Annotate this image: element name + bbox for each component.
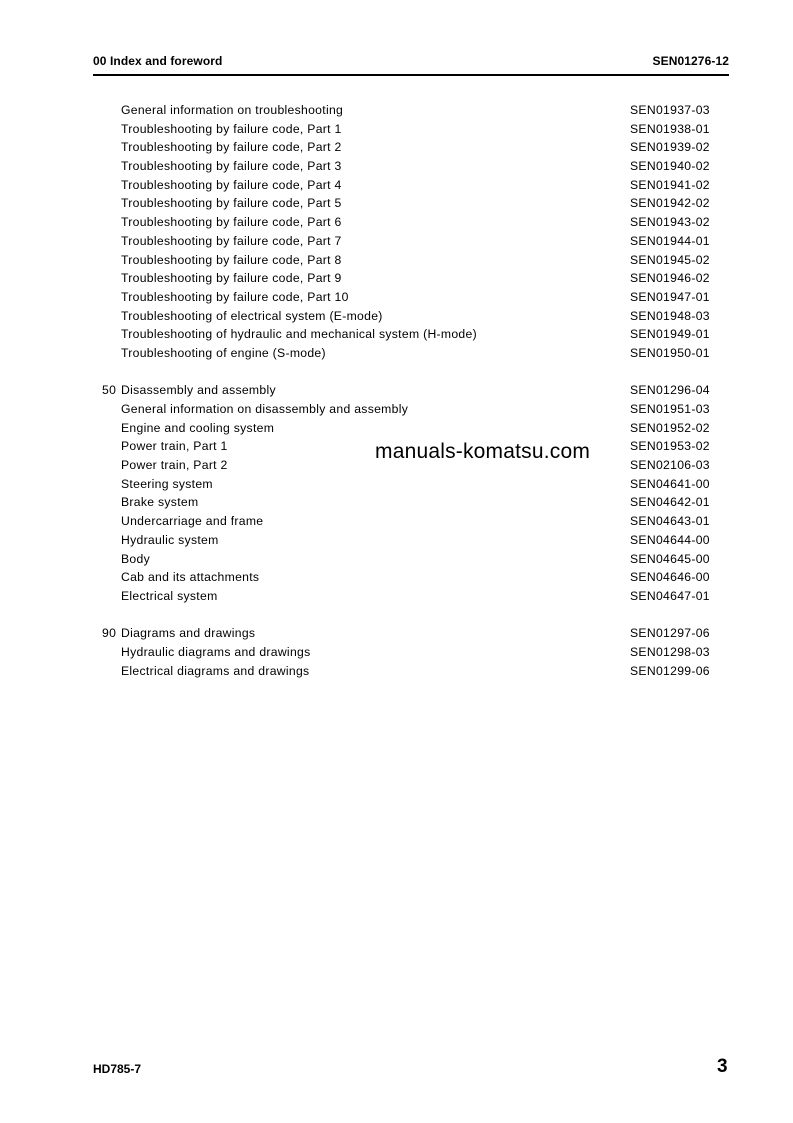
toc-doc-code: SEN01953-02 xyxy=(630,439,710,454)
toc-row xyxy=(93,138,714,157)
toc-section xyxy=(93,381,714,605)
toc-section xyxy=(93,624,714,680)
toc-entry-title: General information on troubleshooting xyxy=(121,103,344,117)
toc-entry-title: Hydraulic diagrams and drawings xyxy=(121,644,311,659)
toc-row xyxy=(93,643,714,662)
toc-doc-code: SEN01949-01 xyxy=(630,327,710,342)
toc-row xyxy=(93,307,714,326)
toc-doc-code: SEN01948-03 xyxy=(630,308,710,323)
toc-entry-title: Diagrams and drawings xyxy=(121,626,256,641)
toc-row xyxy=(93,288,714,307)
toc-entry-title: Troubleshooting by failure code, Part 5 xyxy=(121,196,342,211)
toc-doc-code: SEN01939-02 xyxy=(630,140,710,155)
toc-entry-title: Electrical system xyxy=(121,588,218,603)
toc-doc-code: SEN04643-01 xyxy=(630,514,710,529)
toc-doc-code: SEN04642-01 xyxy=(630,495,710,510)
toc-doc-code: SEN01952-02 xyxy=(630,420,710,435)
toc-entry-title: Troubleshooting by failure code, Part 1 xyxy=(121,121,342,136)
toc-entry-title: Engine and cooling system xyxy=(121,420,275,435)
toc-row xyxy=(93,587,714,606)
toc-row xyxy=(93,531,714,550)
toc-row xyxy=(93,251,714,270)
toc-section-number: 90 xyxy=(102,626,117,641)
toc-row xyxy=(93,419,714,438)
toc-entry-title: Troubleshooting by failure code, Part 9 xyxy=(121,271,342,286)
toc-row xyxy=(93,120,714,139)
toc-doc-code: SEN01940-02 xyxy=(630,159,710,174)
toc-entry-title: Brake system xyxy=(121,495,199,510)
toc-row xyxy=(93,194,714,213)
toc-entry-title: Hydraulic system xyxy=(121,532,219,547)
toc-entry-title: Troubleshooting of hydraulic and mechanical system (H-mode) xyxy=(121,327,477,342)
toc-entry-title: Troubleshooting by failure code, Part 2 xyxy=(121,140,342,155)
toc-doc-code: SEN01299-06 xyxy=(630,663,710,678)
toc-doc-code: SEN01297-06 xyxy=(630,626,710,641)
toc-entry-title: Troubleshooting of engine (S-mode) xyxy=(121,345,326,360)
toc-entry-title: Troubleshooting by failure code, Part 10 xyxy=(121,289,349,304)
page-header xyxy=(93,52,729,76)
header-section-title: 00 Index and foreword xyxy=(93,54,223,68)
toc-doc-code: SEN04644-00 xyxy=(630,532,710,547)
toc-doc-code: SEN01941-02 xyxy=(630,177,710,192)
toc-doc-code: SEN04645-00 xyxy=(630,551,710,566)
toc-row xyxy=(93,662,714,681)
toc-row xyxy=(93,381,714,400)
toc-doc-code: SEN02106-03 xyxy=(630,458,710,473)
toc-row xyxy=(93,101,714,120)
toc-entry-title: Troubleshooting by failure code, Part 4 xyxy=(121,177,342,192)
toc-doc-code: SEN01950-01 xyxy=(630,345,710,360)
toc-entry-title: General information on disassembly and assembly xyxy=(121,402,409,416)
toc-entry-title: Power train, Part 1 xyxy=(121,439,228,454)
toc-entry-title: Disassembly and assembly xyxy=(121,383,276,398)
toc-entry-title: Cab and its attachments xyxy=(121,570,260,585)
toc-entry-title: Troubleshooting by failure code, Part 8 xyxy=(121,252,342,267)
toc-doc-code: SEN01947-01 xyxy=(630,289,710,304)
toc-row xyxy=(93,325,714,344)
toc-entry-title: Steering system xyxy=(121,476,213,491)
toc-entry-title: Body xyxy=(121,551,150,566)
toc-row xyxy=(93,400,714,419)
toc-row xyxy=(93,493,714,512)
toc-doc-code: SEN04647-01 xyxy=(630,588,710,603)
toc-doc-code: SEN01937-03 xyxy=(630,103,710,117)
toc-doc-code: SEN01945-02 xyxy=(630,252,710,267)
toc-row xyxy=(93,176,714,195)
toc-entry-title: Undercarriage and frame xyxy=(121,514,264,529)
toc-entry-title: Electrical diagrams and drawings xyxy=(121,663,310,678)
toc-section xyxy=(93,101,714,363)
header-doc-code: SEN01276-12 xyxy=(652,54,729,68)
toc-section-number: 50 xyxy=(102,383,117,398)
toc-row xyxy=(93,232,714,251)
toc-row xyxy=(93,624,714,643)
toc-doc-code: SEN04646-00 xyxy=(630,570,710,585)
toc-doc-code: SEN01298-03 xyxy=(630,644,710,659)
toc-row xyxy=(93,213,714,232)
toc-row xyxy=(93,344,714,363)
toc-row xyxy=(93,568,714,587)
page-number: 3 xyxy=(717,1056,728,1077)
toc-entry-title: Troubleshooting by failure code, Part 6 xyxy=(121,215,342,230)
toc-doc-code: SEN01938-01 xyxy=(630,121,710,136)
toc-doc-code: SEN01942-02 xyxy=(630,196,710,211)
footer-model: HD785-7 xyxy=(93,1062,142,1076)
toc-doc-code: SEN01944-01 xyxy=(630,233,710,248)
toc-row xyxy=(93,475,714,494)
toc-doc-code: SEN01951-03 xyxy=(630,402,710,416)
watermark-text: manuals-komatsu.com xyxy=(375,440,591,463)
toc-entry-title: Troubleshooting by failure code, Part 3 xyxy=(121,159,342,174)
toc-row xyxy=(93,550,714,569)
toc-doc-code: SEN01946-02 xyxy=(630,271,710,286)
toc-entry-title: Power train, Part 2 xyxy=(121,458,228,473)
toc-doc-code: SEN01296-04 xyxy=(630,383,710,398)
toc-row xyxy=(93,512,714,531)
table-of-contents xyxy=(93,101,714,699)
toc-entry-title: Troubleshooting by failure code, Part 7 xyxy=(121,233,342,248)
toc-doc-code: SEN04641-00 xyxy=(630,476,710,491)
toc-doc-code: SEN01943-02 xyxy=(630,215,710,230)
toc-row xyxy=(93,157,714,176)
toc-entry-title: Troubleshooting of electrical system (E-mode) xyxy=(121,308,383,323)
toc-row xyxy=(93,269,714,288)
